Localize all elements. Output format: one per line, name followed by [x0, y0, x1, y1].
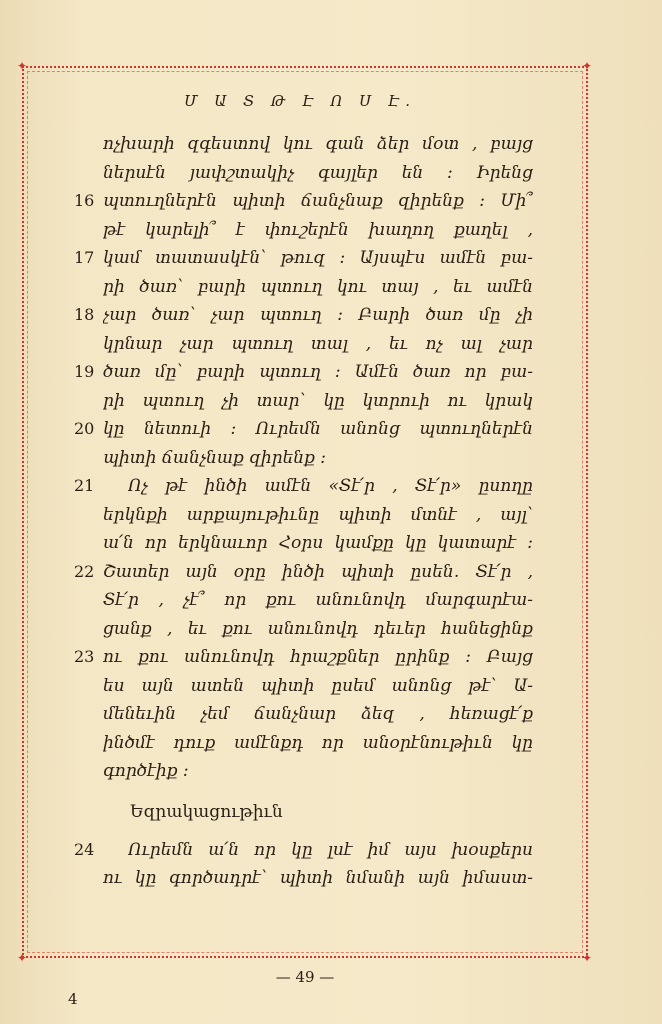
- verse-text: Ոչ թէ ինծի ամէն «Տէ՛ր , Տէ՛ր» ըսողը: [128, 476, 533, 496]
- verse-text: րի պտուղ չի տար՝ կը կտրուի ու կրակ: [103, 390, 533, 411]
- verse-text: պտուղներէն պիտի ճանչնաք զիրենք ։ Մի՞: [103, 191, 533, 211]
- verse-line: [0, 244, 600, 273]
- verse-line: [0, 472, 600, 501]
- verse-line: [0, 558, 600, 587]
- running-head: Մ Ա Տ Թ Է Ո Ս Է.: [183, 92, 417, 110]
- frame-corner-ornament: ✦: [17, 59, 28, 73]
- verse-line: [0, 836, 600, 865]
- subheading-text: Եզրակացութիւն: [130, 801, 283, 822]
- verse-line: [0, 387, 600, 416]
- verse-number: 18: [74, 305, 95, 324]
- verse-line: [0, 700, 600, 729]
- verse-text: ա՛ն որ երկնաւոր Հօրս կամքը կը կատարէ ։: [103, 533, 533, 553]
- verse-line: [0, 729, 600, 758]
- verse-text: երկնքի արքայութիւնը պիտի մտնէ , այլ՝: [103, 504, 533, 525]
- verse-line: [0, 187, 600, 216]
- verse-line: [0, 301, 600, 330]
- verse-line: [0, 415, 600, 444]
- verse-line: [0, 216, 600, 245]
- verse-line: [0, 130, 600, 159]
- verse-line: [0, 586, 600, 615]
- frame-corner-ornament: ✦: [17, 951, 28, 965]
- verse-line: [0, 330, 600, 359]
- verse-text: ու կը գործադրէ՝ պիտի նմանի այն իմաստ-: [103, 868, 533, 888]
- verse-line: [0, 643, 600, 672]
- verse-text: ես այն ատեն պիտի ըսեմ անոնց թէ՝ Ա-: [103, 675, 533, 696]
- frame-corner-ornament: ✦: [582, 59, 593, 73]
- text-block: [0, 130, 600, 893]
- verse-text: ոչխարի զգեստով կու գան ձեր մօտ , բայց: [103, 134, 533, 154]
- verse-number: 16: [74, 191, 95, 210]
- verse-text: ինծմէ դուք ամէնքդ որ անօրէնութիւն կը: [103, 732, 533, 753]
- verse-line: [0, 501, 600, 530]
- verse-text: մենեւին չեմ ճանչնար ձեզ , հեռացէ՛ք: [103, 704, 533, 724]
- verse-line: [0, 864, 600, 893]
- verse-line: [0, 672, 600, 701]
- verse-text: կամ տատասկէն՝ թուզ ։ Այսպէս ամէն բա-: [103, 248, 533, 268]
- verse-text: կը նետուի ։ Ուրեմն անոնց պտուղներէն: [103, 419, 533, 439]
- verse-number: 24: [74, 839, 95, 859]
- verse-line: [0, 615, 600, 644]
- verse-number: 19: [74, 362, 95, 381]
- verse-text: պիտի ճանչնաք զիրենք ։: [103, 447, 327, 468]
- verse-text: Տէ՛ր , չէ՞ որ քու անունովդ մարգարէա-: [103, 590, 533, 610]
- verse-text: գործէիք ։: [103, 761, 189, 781]
- verse-text: ու քու անունովդ հրաշքներ ըրինք ։ Բայց: [103, 647, 533, 667]
- verse-text: ներսէն յափշտակիչ գայլեր են ։ Իրենց: [103, 162, 533, 183]
- verse-text: չար ծառ՝ չար պտուղ ։ Բարի ծառ մը չի: [103, 305, 533, 325]
- verse-line: [0, 529, 600, 558]
- verse-number: 21: [74, 476, 95, 495]
- verse-line: [0, 159, 600, 188]
- verse-text: ցանք , եւ քու անունովդ դեւեր հանեցինք: [103, 618, 533, 639]
- signature-mark: 4: [68, 990, 78, 1008]
- verse-line: [0, 757, 600, 786]
- verse-number: 20: [74, 419, 95, 438]
- section-subheading: [0, 786, 600, 836]
- verse-line: [0, 358, 600, 387]
- verse-text: Շատեր այն օրը ինծի պիտի ըսեն․ Տէ՛ր ,: [103, 561, 533, 582]
- frame-corner-ornament: ✦: [582, 951, 593, 965]
- verse-text: թէ կարելի՞ է փուշերէն խաղող քաղել ,: [103, 219, 533, 240]
- verse-number: 22: [74, 561, 95, 581]
- verse-text: ծառ մը՝ բարի պտուղ ։ Ամէն ծառ որ բա-: [103, 362, 533, 382]
- page-number: — 49 —: [275, 968, 335, 986]
- verse-text: Ուրեմն ա՛ն որ կը լսէ իմ այս խօսքերս: [128, 839, 533, 860]
- verse-number: 23: [74, 647, 95, 666]
- verse-text: րի ծառ՝ բարի պտուղ կու տայ , եւ ամէն: [103, 276, 533, 297]
- verse-number: 17: [74, 248, 95, 267]
- verse-line: [0, 444, 600, 473]
- verse-line: [0, 273, 600, 302]
- verse-text: կրնար չար պտուղ տալ , եւ ոչ ալ չար: [103, 333, 533, 354]
